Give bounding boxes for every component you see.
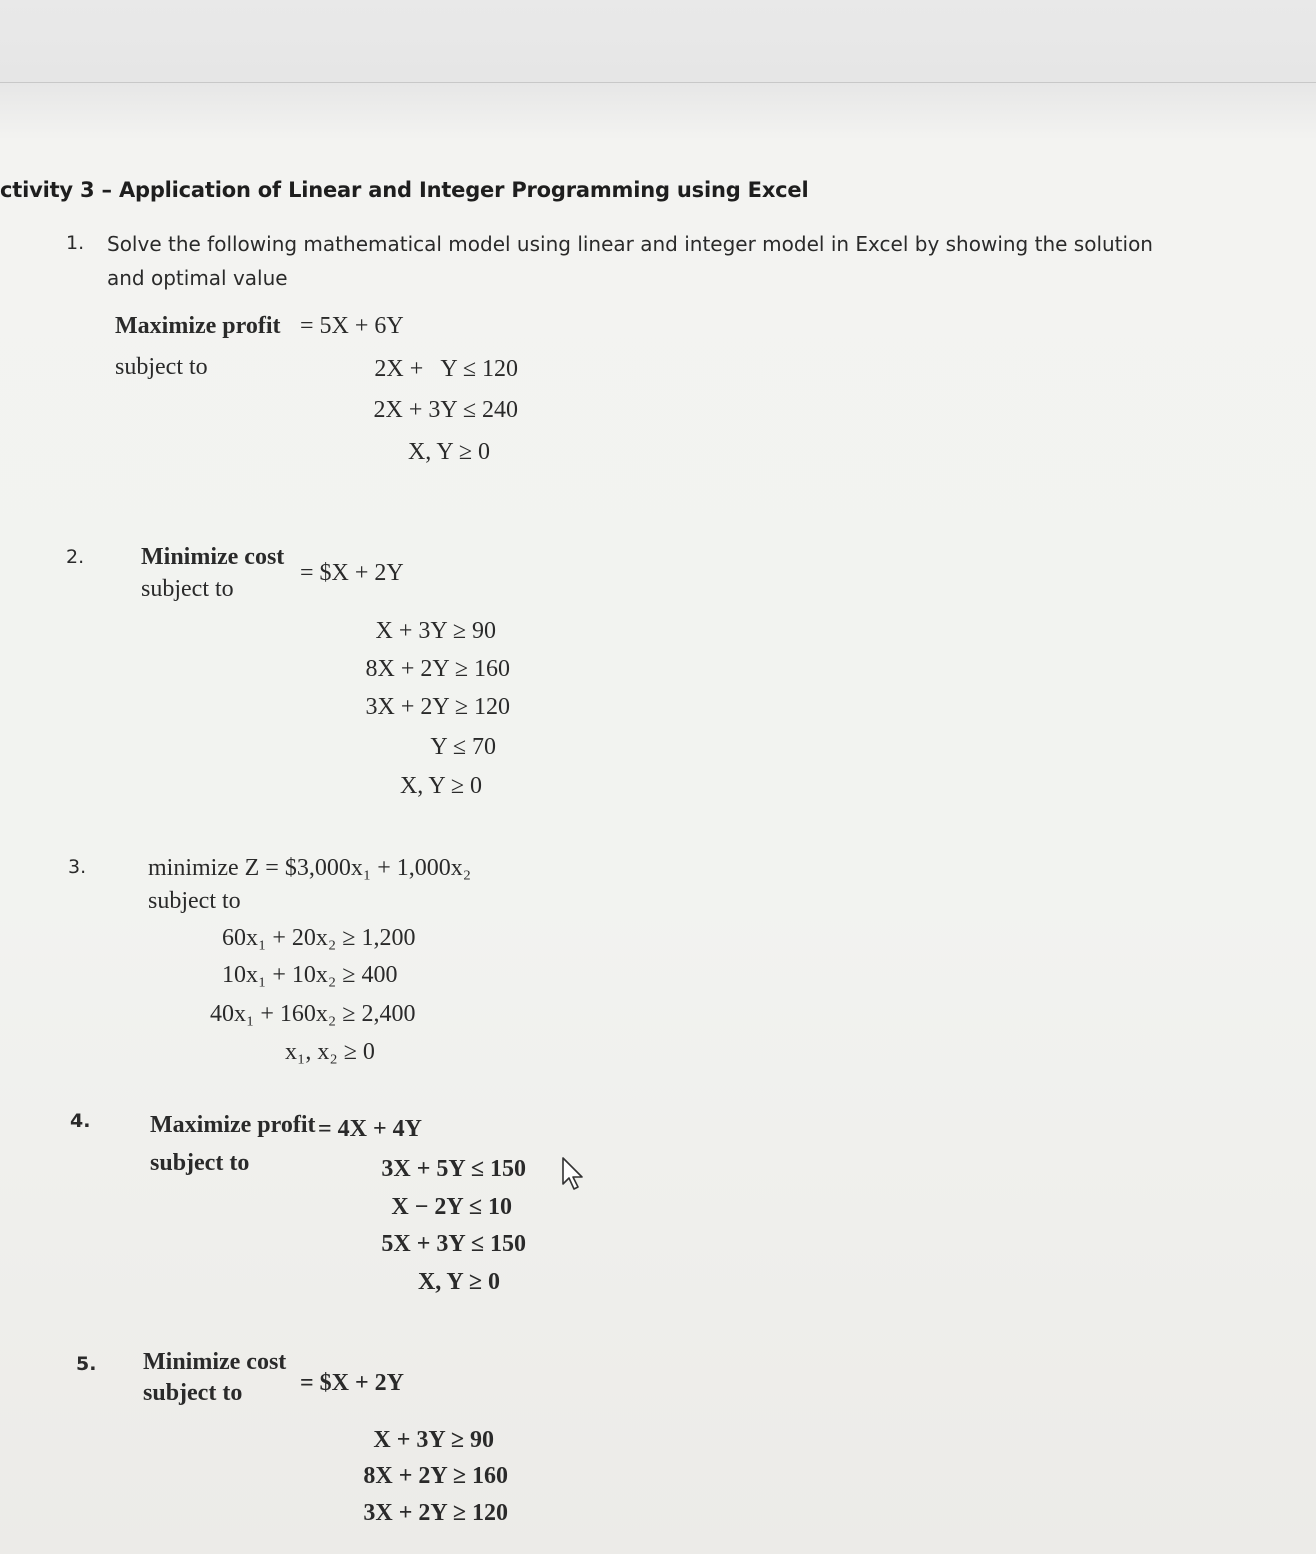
problem-5-constraint-3: 3X + 2Y ≥ 120 [363, 1500, 508, 1526]
problem-2-objective-label: Minimize cost [141, 544, 285, 570]
problem-5-objective-expression: = $X + 2Y [300, 1370, 405, 1396]
problem-1-number: 1. [66, 232, 85, 254]
problem-1-instruction-line-1: Solve the following mathematical model using linear and integer model in Excel by showing the solution [107, 232, 1153, 256]
problem-2-constraint-4: Y ≤ 70 [430, 734, 496, 760]
problem-2-subject-to: subject to [141, 576, 234, 602]
problem-2-objective-expression: = $X + 2Y [300, 560, 404, 586]
problem-3-constraint-3: 40x₁ + 160x₂ ≥ 2,400 [210, 1001, 416, 1027]
problem-3-subject-to: subject to [148, 888, 241, 914]
problem-5-number: 5. [76, 1353, 97, 1375]
problem-3-objective: minimize Z = $3,000x₁ + 1,000x₂ [148, 855, 472, 881]
problem-3-constraint-4: x₁, x₂ ≥ 0 [285, 1039, 375, 1065]
problem-2-constraint-1: X + 3Y ≥ 90 [375, 618, 496, 644]
problem-2-constraint-3: 3X + 2Y ≥ 120 [365, 694, 510, 720]
problem-4-constraint-1: 3X + 5Y ≤ 150 [381, 1156, 526, 1182]
problem-4-constraint-4: X, Y ≥ 0 [417, 1269, 500, 1295]
problem-5-constraint-1: X + 3Y ≥ 90 [373, 1427, 494, 1453]
mouse-pointer-icon [560, 1156, 588, 1192]
problem-1-constraint-1: 2X + Y ≤ 120 [374, 356, 518, 382]
problem-4-constraint-2: X − 2Y ≤ 10 [391, 1194, 512, 1220]
problem-4-constraint-3: 5X + 3Y ≤ 150 [381, 1231, 526, 1257]
problem-4-objective-expression: = 4X + 4Y [318, 1116, 423, 1142]
problem-1-instruction-line-2: and optimal value [107, 266, 288, 290]
problem-2-number: 2. [66, 546, 85, 568]
problem-4-objective-label: Maximize profit [150, 1112, 316, 1138]
problem-3-constraint-2: 10x₁ + 10x₂ ≥ 400 [222, 962, 398, 988]
page-title: ctivity 3 – Application of Linear and Integer Programming using Excel [0, 178, 809, 202]
problem-1-subject-to: subject to [115, 354, 208, 380]
problem-5-subject-to: subject to [143, 1380, 243, 1406]
problem-3-number: 3. [68, 856, 87, 878]
problem-1-objective-label: Maximize profit [115, 313, 281, 339]
problem-5-objective-label: Minimize cost [143, 1349, 287, 1375]
problem-2-constraint-5: X, Y ≥ 0 [399, 773, 482, 799]
problem-4-subject-to: subject to [150, 1150, 250, 1176]
top-divider [0, 82, 1316, 83]
problem-5-constraint-2: 8X + 2Y ≥ 160 [363, 1463, 508, 1489]
problem-4-number: 4. [70, 1110, 91, 1132]
problem-1-constraint-3: X, Y ≥ 0 [407, 439, 490, 465]
problem-1-constraint-2: 2X + 3Y ≤ 240 [373, 397, 518, 423]
problem-3-constraint-1: 60x₁ + 20x₂ ≥ 1,200 [222, 925, 416, 951]
problem-2-constraint-2: 8X + 2Y ≥ 160 [365, 656, 510, 682]
problem-1-objective-expression: = 5X + 6Y [300, 313, 404, 339]
